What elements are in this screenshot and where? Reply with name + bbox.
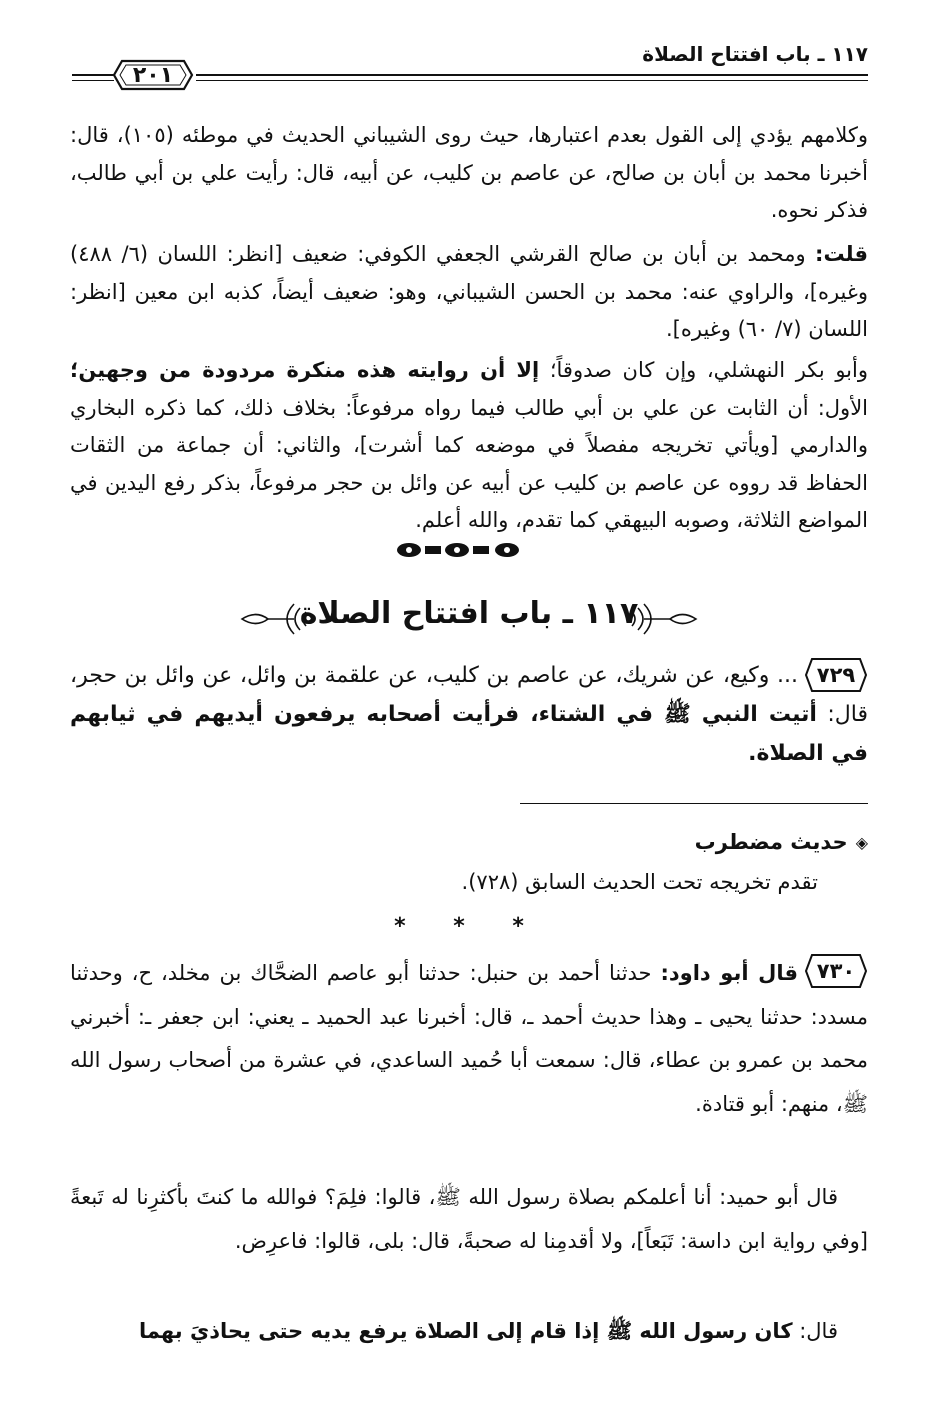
hadith-730-lead: قال أبو داود: <box>660 961 798 985</box>
section-divider-rule <box>520 803 868 804</box>
hadith-729-matn: أتيت النبي ﷺ في الشتاء، فرأيت أصحابه يرفعون أيديهم في ثيابهم في الصلاة. <box>70 702 868 766</box>
page-number <box>112 58 194 92</box>
paragraph-1 <box>70 117 868 231</box>
hadith-730-text <box>70 952 868 1170</box>
chapter-heading <box>0 590 938 650</box>
paragraph-3 <box>70 352 868 540</box>
hadith-729-chain: ... وكيع، عن شريك، عن عاصم بن كليب، عن علقمة بن وائل، عن وائل بن حجر، قال: <box>70 663 868 727</box>
section-stars: * * * <box>394 914 544 939</box>
hadith-729-text <box>70 656 868 776</box>
paragraph-2-text: ومحمد بن أبان بن صالح القرشي الجعفي الكوفي: ضعيف [انظر: اللسان (٦/ ٤٨٨) وغيره]، والراوي عنه: محمد بن الحسن الشيباني، وهو: ضعيف أيضاً، كذبه ابن معين [انظر: اللسان (٧/ ٦٠) وغيره]. <box>70 242 868 341</box>
hadith-730-paragraph-2 <box>70 1176 868 1308</box>
page-number-text: ٢٠١ <box>132 62 174 88</box>
paragraph-1-text: وكلامهم يؤدي إلى القول بعدم اعتبارها، حيث روى الشيباني الحديث في موطئه (١٠٥)، قال: أخبرنا محمد بن أبان بن صالح، عن عاصم بن كليب، عن أبيه، قال: رأيت علي بن أبي طالب، فذكر نحوه. <box>70 123 869 222</box>
ornament-divider-icon <box>395 540 535 560</box>
paragraph-2-lead: قلت: <box>815 242 868 266</box>
grading-note: تقدم تخريجه تحت الحديث السابق (٧٢٨). <box>461 870 818 894</box>
paragraph-3-text-a: وأبو بكر النهشلي، وإن كان صدوقاً؛ <box>539 358 868 382</box>
paragraph-3-bold: إلا أن روايته هذه منكرة مردودة من وجهين؛ <box>70 358 540 382</box>
running-title: ١١٧ ـ باب افتتاح الصلاة <box>642 42 868 66</box>
header-rule <box>196 74 868 81</box>
grading-marker-icon: ◈ <box>855 832 868 852</box>
hadith-730-paragraph-3-matn: كان رسول الله ﷺ إذا قام إلى الصلاة يرفع يديه حتى يحاذيَ بهما <box>138 1319 793 1343</box>
hadith-grading <box>695 830 868 854</box>
hadith-730-paragraph-3 <box>70 1310 868 1354</box>
hadith-729-number: ٧٢٩ <box>816 663 856 687</box>
paragraph-3-text-b: الأول: أن الثابت عن علي بن أبي طالب فيما رواه مرفوعاً: بخلاف ذلك، كما ذكره البخاري والدارمي [ويأتي تخريجه مفصلاً في موضعه كما أشرت]، والثاني: أن جماعة من الثقات الحفاظ قد رووه عن عاصم بن كليب عن أبيه عن وائل بن حجر مرفوعاً، بذكر رفع اليدين في المواضع الثلاثة، وصوبه البيهقي كما تقدم، والله أعلم. <box>70 395 868 532</box>
hadith-730-paragraph-2-text: قال أبو حميد: أنا أعلمكم بصلاة رسول الله ﷺ، قالوا: فلِمَ؟ فوالله ما كنتَ بأكثرِنا له تَبعةً [وفي رواية ابن داسة: تَبَعاً]، ولا أقدمِنا له صحبةً، قال: بلى، قالوا: فاعرِض. <box>70 1185 868 1253</box>
grading-label: حديث مضطرب <box>694 830 848 854</box>
hadith-730-chain: حدثنا أحمد بن حنبل: حدثنا أبو عاصم الضحَّاك بن مخلد، ح، وحدثنا مسدد: حدثنا يحيى ـ وهذا حديث أحمد ـ، قال: أخبرنا عبد الحميد ـ يعني: ابن جعفر ـ: أخبرني محمد بن عمرو بن عطاء، قال: سمعت أبا حُميد الساعدي، في عشرة من أصحاب رسول الله ﷺ، منهم: أبو قتادة. <box>70 961 868 1116</box>
header-rule-left <box>72 74 114 81</box>
hadith-730-paragraph-3-lead: قال: <box>792 1319 838 1343</box>
ornament-divider <box>395 540 535 560</box>
hadith-730-number: ٧٣٠ <box>816 959 856 983</box>
chapter-title: ١١٧ ـ باب افتتاح الصلاة <box>299 596 639 631</box>
paragraph-2 <box>70 236 868 348</box>
